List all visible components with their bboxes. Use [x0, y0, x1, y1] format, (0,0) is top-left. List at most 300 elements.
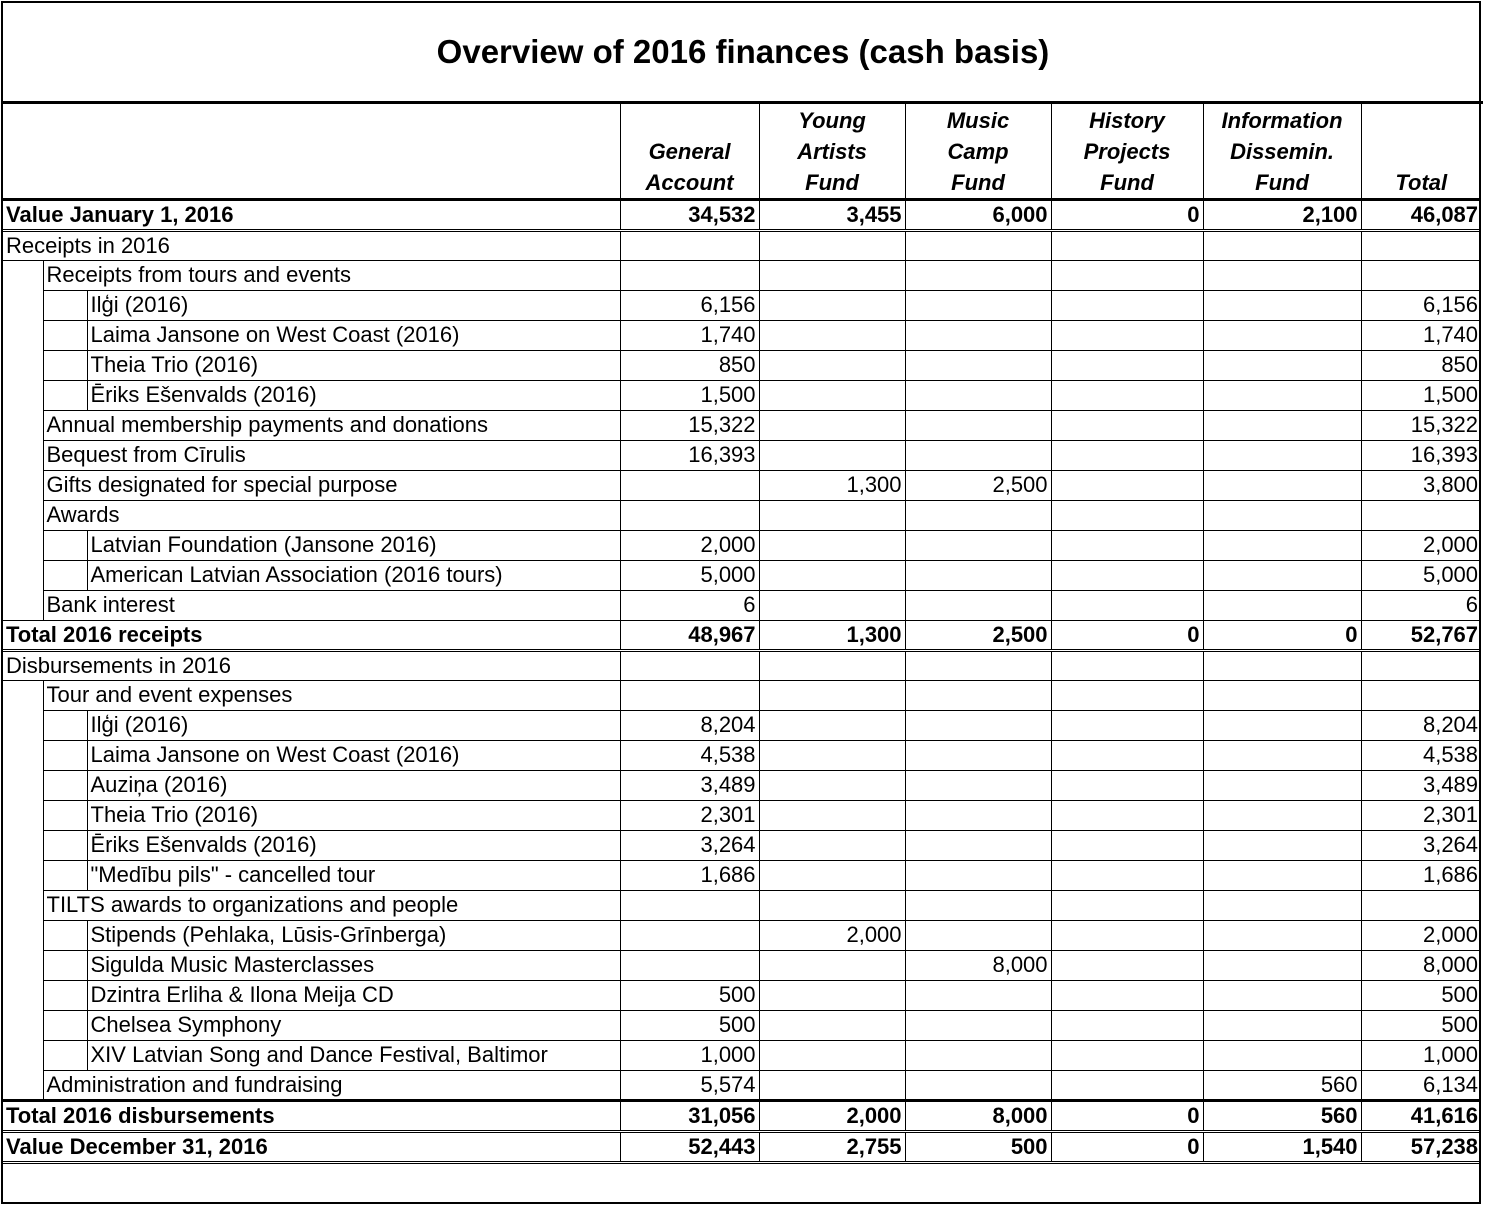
- row-label: Disbursements in 2016: [3, 650, 620, 680]
- indent-cell: [43, 350, 87, 380]
- value-cell: [759, 350, 905, 380]
- indent-cell: [3, 800, 43, 830]
- value-cell: 57,238: [1361, 1131, 1481, 1162]
- value-cell: 1,300: [759, 620, 905, 650]
- value-cell: 2,100: [1203, 199, 1361, 230]
- table-row: [3, 1040, 1481, 1070]
- value-cell: [1051, 530, 1203, 560]
- header-information-fund: [1203, 104, 1361, 199]
- value-cell: 5,574: [620, 1070, 759, 1100]
- value-cell: 52,443: [620, 1131, 759, 1162]
- value-cell: 3,800: [1361, 470, 1481, 500]
- value-cell: [905, 830, 1051, 860]
- value-cell: [759, 680, 905, 710]
- value-cell: [905, 440, 1051, 470]
- value-cell: [1203, 230, 1361, 260]
- value-cell: [905, 1040, 1051, 1070]
- value-cell: 500: [620, 1010, 759, 1040]
- row-label: Stipends (Pehlaka, Lūsis-Grīnberga): [87, 920, 620, 950]
- row-label: American Latvian Association (2016 tours): [87, 560, 620, 590]
- row-label: Theia Trio (2016): [87, 350, 620, 380]
- table-row: [3, 650, 1481, 680]
- indent-cell: [3, 980, 43, 1010]
- value-cell: [759, 1070, 905, 1100]
- value-cell: [620, 920, 759, 950]
- row-label: Dzintra Erliha & Ilona Meija CD: [87, 980, 620, 1010]
- row-label: Gifts designated for special purpose: [43, 470, 620, 500]
- value-cell: [1203, 290, 1361, 320]
- indent-cell: [3, 500, 43, 530]
- column-header-row: [3, 104, 1481, 199]
- header-line: Fund: [951, 169, 1005, 195]
- table-row: [3, 320, 1481, 350]
- value-cell: [759, 890, 905, 920]
- header-label-cell: [3, 104, 620, 199]
- row-label: Bequest from Cīrulis: [43, 440, 620, 470]
- row-label: Ilģi (2016): [87, 710, 620, 740]
- value-cell: [620, 470, 759, 500]
- value-cell: [759, 860, 905, 890]
- row-label: Administration and fundraising: [43, 1070, 620, 1100]
- value-cell: [1051, 410, 1203, 440]
- table-row: [3, 890, 1481, 920]
- indent-cell: [3, 380, 43, 410]
- value-cell: [1203, 500, 1361, 530]
- value-cell: 500: [620, 980, 759, 1010]
- value-cell: 2,000: [759, 920, 905, 950]
- value-cell: 2,000: [759, 1100, 905, 1131]
- indent-cell: [3, 320, 43, 350]
- row-label: Laima Jansone on West Coast (2016): [87, 740, 620, 770]
- value-cell: [905, 650, 1051, 680]
- indent-cell: [3, 740, 43, 770]
- row-label: Value January 1, 2016: [3, 199, 620, 230]
- indent-cell: [43, 380, 87, 410]
- value-cell: [905, 680, 1051, 710]
- table-row: [3, 410, 1481, 440]
- indent-cell: [43, 290, 87, 320]
- indent-cell: [43, 560, 87, 590]
- value-cell: [905, 740, 1051, 770]
- value-cell: [1203, 740, 1361, 770]
- value-cell: [759, 1040, 905, 1070]
- value-cell: [1051, 1040, 1203, 1070]
- value-cell: [1051, 950, 1203, 980]
- value-cell: [1361, 650, 1481, 680]
- value-cell: [759, 740, 905, 770]
- value-cell: [1051, 380, 1203, 410]
- value-cell: [759, 440, 905, 470]
- value-cell: [1051, 890, 1203, 920]
- row-label: Laima Jansone on West Coast (2016): [87, 320, 620, 350]
- row-label: Auziņa (2016): [87, 770, 620, 800]
- table-row: [3, 860, 1481, 890]
- indent-cell: [3, 860, 43, 890]
- indent-cell: [3, 950, 43, 980]
- value-cell: 4,538: [620, 740, 759, 770]
- sheet-title: Overview of 2016 finances (cash basis): [3, 3, 1483, 104]
- value-cell: 6,134: [1361, 1070, 1481, 1100]
- row-label: "Medību pils" - cancelled tour: [87, 860, 620, 890]
- row-label: Ēriks Ešenvalds (2016): [87, 830, 620, 860]
- value-cell: 0: [1051, 1100, 1203, 1131]
- row-label: Total 2016 disbursements: [3, 1100, 620, 1131]
- value-cell: [759, 710, 905, 740]
- value-cell: [1203, 1040, 1361, 1070]
- value-cell: 15,322: [1361, 410, 1481, 440]
- row-label: Latvian Foundation (Jansone 2016): [87, 530, 620, 560]
- value-cell: 41,616: [1361, 1100, 1481, 1131]
- indent-cell: [43, 1040, 87, 1070]
- value-cell: [1051, 560, 1203, 590]
- value-cell: [1051, 710, 1203, 740]
- header-line: Total: [1395, 169, 1448, 195]
- value-cell: 3,264: [1361, 830, 1481, 860]
- table-row: [3, 1131, 1481, 1162]
- value-cell: 0: [1051, 1131, 1203, 1162]
- value-cell: [1203, 1010, 1361, 1040]
- value-cell: 5,000: [1361, 560, 1481, 590]
- value-cell: [1203, 320, 1361, 350]
- value-cell: [620, 950, 759, 980]
- value-cell: 850: [620, 350, 759, 380]
- value-cell: 6: [620, 590, 759, 620]
- row-label: Annual membership payments and donations: [43, 410, 620, 440]
- indent-cell: [43, 1010, 87, 1040]
- row-label: XIV Latvian Song and Dance Festival, Baltimor: [87, 1040, 620, 1070]
- value-cell: 0: [1203, 620, 1361, 650]
- indent-cell: [43, 860, 87, 890]
- header-general-account: [620, 104, 759, 199]
- table-row: [3, 470, 1481, 500]
- value-cell: [1203, 950, 1361, 980]
- indent-cell: [3, 290, 43, 320]
- indent-cell: [3, 410, 43, 440]
- value-cell: 48,967: [620, 620, 759, 650]
- table-row: [3, 980, 1481, 1010]
- value-cell: 3,489: [620, 770, 759, 800]
- value-cell: [1051, 920, 1203, 950]
- value-cell: 2,000: [1361, 920, 1481, 950]
- value-cell: [620, 230, 759, 260]
- table-row: [3, 440, 1481, 470]
- value-cell: 1,500: [620, 380, 759, 410]
- value-cell: [1051, 590, 1203, 620]
- value-cell: [759, 500, 905, 530]
- value-cell: [905, 260, 1051, 290]
- value-cell: [1051, 320, 1203, 350]
- value-cell: [1051, 770, 1203, 800]
- value-cell: 16,393: [620, 440, 759, 470]
- indent-cell: [43, 800, 87, 830]
- indent-cell: [43, 770, 87, 800]
- indent-cell: [3, 920, 43, 950]
- indent-cell: [43, 320, 87, 350]
- value-cell: 1,740: [1361, 320, 1481, 350]
- value-cell: 1,686: [620, 860, 759, 890]
- value-cell: [1203, 920, 1361, 950]
- value-cell: 52,767: [1361, 620, 1481, 650]
- table-row: [3, 740, 1481, 770]
- finance-sheet: [1, 1, 1481, 1204]
- value-cell: [905, 1070, 1051, 1100]
- value-cell: [759, 560, 905, 590]
- value-cell: [905, 800, 1051, 830]
- value-cell: 2,500: [905, 470, 1051, 500]
- table-row: [3, 380, 1481, 410]
- value-cell: 2,301: [620, 800, 759, 830]
- value-cell: [1203, 410, 1361, 440]
- header-young-artists-fund: [759, 104, 905, 199]
- value-cell: [1051, 290, 1203, 320]
- value-cell: [1203, 590, 1361, 620]
- indent-cell: [43, 920, 87, 950]
- value-cell: [620, 680, 759, 710]
- value-cell: [1203, 440, 1361, 470]
- indent-cell: [43, 980, 87, 1010]
- value-cell: 8,000: [1361, 950, 1481, 980]
- value-cell: 1,000: [620, 1040, 759, 1070]
- value-cell: [1203, 890, 1361, 920]
- header-line: Artists: [797, 138, 867, 164]
- value-cell: [759, 380, 905, 410]
- table-row: [3, 590, 1481, 620]
- indent-cell: [43, 530, 87, 560]
- row-label: Receipts from tours and events: [43, 260, 620, 290]
- indent-cell: [3, 350, 43, 380]
- finance-table: [3, 104, 1481, 1164]
- value-cell: 2,500: [905, 620, 1051, 650]
- value-cell: 1,000: [1361, 1040, 1481, 1070]
- header-line: Music: [946, 107, 1010, 133]
- value-cell: [1203, 380, 1361, 410]
- table-row: [3, 1100, 1481, 1131]
- value-cell: 8,204: [620, 710, 759, 740]
- table-row: [3, 199, 1481, 230]
- value-cell: [1361, 260, 1481, 290]
- value-cell: [905, 350, 1051, 380]
- value-cell: 0: [1051, 620, 1203, 650]
- value-cell: 6: [1361, 590, 1481, 620]
- value-cell: 500: [1361, 980, 1481, 1010]
- indent-cell: [3, 470, 43, 500]
- value-cell: [1203, 710, 1361, 740]
- value-cell: [1051, 260, 1203, 290]
- value-cell: 8,000: [905, 1100, 1051, 1131]
- value-cell: 31,056: [620, 1100, 759, 1131]
- value-cell: [905, 770, 1051, 800]
- value-cell: [1051, 440, 1203, 470]
- table-row: [3, 350, 1481, 380]
- value-cell: [759, 650, 905, 680]
- table-row: [3, 800, 1481, 830]
- value-cell: [905, 290, 1051, 320]
- value-cell: [1051, 470, 1203, 500]
- value-cell: [905, 380, 1051, 410]
- value-cell: [1051, 1010, 1203, 1040]
- value-cell: 1,740: [620, 320, 759, 350]
- value-cell: [759, 590, 905, 620]
- row-label: Bank interest: [43, 590, 620, 620]
- value-cell: 2,000: [1361, 530, 1481, 560]
- value-cell: 6,000: [905, 199, 1051, 230]
- header-line: Account: [645, 169, 734, 195]
- value-cell: [1203, 470, 1361, 500]
- table-row: [3, 290, 1481, 320]
- value-cell: 3,264: [620, 830, 759, 860]
- value-cell: [759, 290, 905, 320]
- value-cell: [905, 320, 1051, 350]
- indent-cell: [3, 530, 43, 560]
- indent-cell: [3, 1040, 43, 1070]
- value-cell: 46,087: [1361, 199, 1481, 230]
- value-cell: 6,156: [1361, 290, 1481, 320]
- value-cell: 1,500: [1361, 380, 1481, 410]
- value-cell: 4,538: [1361, 740, 1481, 770]
- value-cell: 8,204: [1361, 710, 1481, 740]
- indent-cell: [43, 740, 87, 770]
- indent-cell: [43, 950, 87, 980]
- value-cell: [620, 890, 759, 920]
- value-cell: 3,489: [1361, 770, 1481, 800]
- value-cell: 34,532: [620, 199, 759, 230]
- header-line: Fund: [1255, 169, 1309, 195]
- indent-cell: [3, 560, 43, 590]
- value-cell: 1,540: [1203, 1131, 1361, 1162]
- header-line: General: [648, 138, 731, 164]
- value-cell: [1203, 560, 1361, 590]
- header-music-camp-fund: [905, 104, 1051, 199]
- table-row: [3, 950, 1481, 980]
- header-line: Camp: [947, 138, 1009, 164]
- value-cell: [1051, 650, 1203, 680]
- indent-cell: [43, 710, 87, 740]
- value-cell: [905, 560, 1051, 590]
- value-cell: [905, 590, 1051, 620]
- value-cell: 500: [905, 1131, 1051, 1162]
- value-cell: [1051, 230, 1203, 260]
- value-cell: 2,755: [759, 1131, 905, 1162]
- value-cell: [1051, 980, 1203, 1010]
- value-cell: [905, 410, 1051, 440]
- indent-cell: [3, 1010, 43, 1040]
- row-label: Value December 31, 2016: [3, 1131, 620, 1162]
- table-row: [3, 830, 1481, 860]
- indent-cell: [3, 770, 43, 800]
- value-cell: [905, 1010, 1051, 1040]
- value-cell: [1203, 350, 1361, 380]
- row-label: Theia Trio (2016): [87, 800, 620, 830]
- value-cell: 3,455: [759, 199, 905, 230]
- row-label: Awards: [43, 500, 620, 530]
- value-cell: [905, 530, 1051, 560]
- value-cell: [759, 1010, 905, 1040]
- value-cell: [759, 950, 905, 980]
- value-cell: [905, 500, 1051, 530]
- value-cell: [1203, 770, 1361, 800]
- row-label: Receipts in 2016: [3, 230, 620, 260]
- value-cell: [1203, 260, 1361, 290]
- value-cell: 850: [1361, 350, 1481, 380]
- row-label: Ēriks Ešenvalds (2016): [87, 380, 620, 410]
- indent-cell: [3, 260, 43, 290]
- value-cell: [1203, 980, 1361, 1010]
- value-cell: [1051, 830, 1203, 860]
- value-cell: [1361, 230, 1481, 260]
- value-cell: [1361, 890, 1481, 920]
- table-row: [3, 260, 1481, 290]
- header-total: [1361, 104, 1481, 199]
- table-row: [3, 710, 1481, 740]
- table-row: [3, 1010, 1481, 1040]
- value-cell: [1203, 680, 1361, 710]
- indent-cell: [3, 680, 43, 710]
- value-cell: [759, 980, 905, 1010]
- table-row: [3, 770, 1481, 800]
- value-cell: [1051, 860, 1203, 890]
- indent-cell: [3, 890, 43, 920]
- table-row: [3, 920, 1481, 950]
- value-cell: [1051, 500, 1203, 530]
- value-cell: [1051, 740, 1203, 770]
- value-cell: [1051, 1070, 1203, 1100]
- indent-cell: [3, 440, 43, 470]
- header-line: Fund: [805, 169, 859, 195]
- value-cell: [759, 830, 905, 860]
- value-cell: [1051, 800, 1203, 830]
- value-cell: 560: [1203, 1100, 1361, 1131]
- row-label: Tour and event expenses: [43, 680, 620, 710]
- value-cell: [620, 650, 759, 680]
- row-label: Sigulda Music Masterclasses: [87, 950, 620, 980]
- indent-cell: [3, 1070, 43, 1100]
- value-cell: [620, 260, 759, 290]
- table-body: [3, 199, 1481, 1162]
- table-row: [3, 560, 1481, 590]
- row-label: Chelsea Symphony: [87, 1010, 620, 1040]
- row-label: Ilģi (2016): [87, 290, 620, 320]
- table-row: [3, 620, 1481, 650]
- value-cell: [905, 860, 1051, 890]
- header-line: Fund: [1100, 169, 1154, 195]
- value-cell: [1361, 500, 1481, 530]
- indent-cell: [3, 830, 43, 860]
- table-row: [3, 530, 1481, 560]
- value-cell: [1203, 650, 1361, 680]
- header-line: Dissemin.: [1230, 138, 1334, 164]
- value-cell: [1051, 350, 1203, 380]
- header-line: Young: [798, 107, 866, 133]
- value-cell: [1051, 680, 1203, 710]
- value-cell: 2,000: [620, 530, 759, 560]
- value-cell: [759, 410, 905, 440]
- value-cell: [905, 710, 1051, 740]
- value-cell: [1203, 530, 1361, 560]
- value-cell: 500: [1361, 1010, 1481, 1040]
- value-cell: 560: [1203, 1070, 1361, 1100]
- value-cell: 0: [1051, 199, 1203, 230]
- table-row: [3, 500, 1481, 530]
- value-cell: [759, 260, 905, 290]
- value-cell: 2,301: [1361, 800, 1481, 830]
- value-cell: [759, 770, 905, 800]
- value-cell: 1,300: [759, 470, 905, 500]
- indent-cell: [43, 830, 87, 860]
- header-line: Projects: [1083, 138, 1171, 164]
- value-cell: 16,393: [1361, 440, 1481, 470]
- value-cell: 5,000: [620, 560, 759, 590]
- value-cell: [1203, 860, 1361, 890]
